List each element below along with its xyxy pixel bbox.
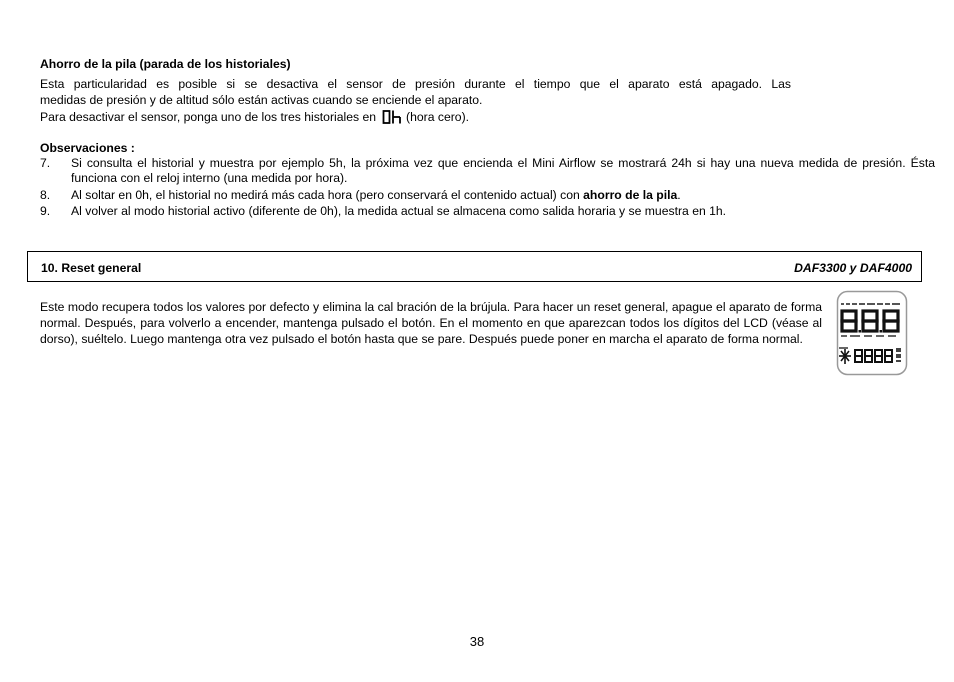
reset-paragraph: Este modo recupera todos los valores por defecto y elimina la cal bración de la brújula. Para hacer un reset general, apague el aparato de forma normal. Después, para volverlo a encender, mantenga pulsado el botón. En el momento en que aparezcan todos los dígitos del LCD (véase al dorso), suéltelo. Luego mantenga otra vez pulsado el botón hasta que se pare. Después puede poner en marcha el aparato de forma normal. [40, 300, 822, 346]
list-item-text-part: Al soltar en 0h, el historial no medirá más cada hora (pero conservará el contenido actual) con [71, 188, 584, 202]
lcd-display-image [836, 290, 908, 376]
battery-paragraph-line2: medidas de presión y de altitud sólo están activas cuando se enciende el aparato. [40, 93, 483, 107]
list-item [40, 188, 935, 204]
observations-heading: Observaciones : [40, 141, 135, 155]
list-item-text-bold: ahorro de la pila [583, 188, 678, 202]
list-item-text: Al volver al modo historial activo (diferente de 0h), la medida actual se almacena como salida horaria y se muestra en 1h. [71, 204, 727, 218]
list-item-number: 7. [40, 156, 51, 170]
list-item [40, 156, 935, 188]
list-item [40, 204, 935, 220]
battery-paragraph-line1: Esta particularidad es posible si se desactiva el sensor de presión durante el tiempo que el aparato está apagado. Las [40, 77, 791, 91]
list-item-text-part: . [677, 188, 681, 202]
section-models: DAF3300 y DAF4000 [794, 261, 912, 275]
section-heading-battery: Ahorro de la pila (parada de los historiales) [40, 57, 291, 71]
lcd-0h-icon [382, 110, 402, 127]
list-item-number: 8. [40, 188, 51, 202]
deactivate-sentence [40, 110, 469, 127]
page-number: 38 [469, 634, 485, 649]
section-header-box [27, 251, 922, 282]
list-item-text [71, 188, 935, 203]
deactivate-text-after: (hora cero). [406, 110, 470, 124]
deactivate-text-before: Para desactivar el sensor, ponga uno de los tres historiales en [40, 110, 377, 124]
list-item-text: Si consulta el historial y muestra por ejemplo 5h, la próxima vez que encienda el Mini Airflow se mostrará 24h si hay una nueva medida de presión. Ésta funciona con el reloj interno (una medida por hora). [71, 156, 935, 185]
list-item-number: 9. [40, 204, 51, 218]
section-title: 10. Reset general [41, 261, 142, 275]
